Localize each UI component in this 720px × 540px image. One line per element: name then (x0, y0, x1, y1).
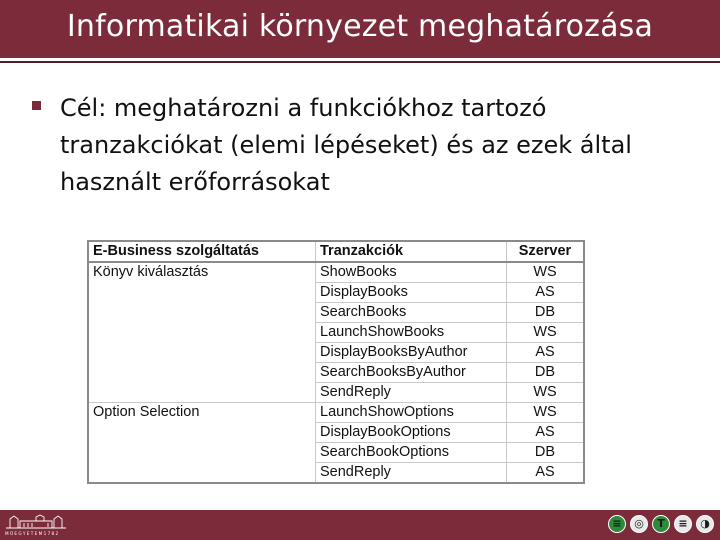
logo-caption: M Ű E G Y E T E M 1 7 8 2 (5, 531, 59, 536)
transaction-cell: SearchBooksByAuthor (316, 363, 507, 383)
table-row (89, 262, 584, 283)
transaction-cell: SendReply (316, 463, 507, 483)
column-header-transactions: Tranzakciók (316, 242, 507, 263)
server-cell: DB (507, 303, 584, 323)
transaction-cell: SendReply (316, 383, 507, 403)
transaction-cell: DisplayBooks (316, 283, 507, 303)
server-cell: AS (507, 343, 584, 363)
transaction-cell: DisplayBookOptions (316, 423, 507, 443)
slide-nav-icons (608, 515, 714, 535)
bullet-square-icon (32, 101, 41, 110)
title-bar (0, 0, 720, 61)
university-logo-icon (4, 514, 100, 536)
transaction-cell: SearchBooks (316, 303, 507, 323)
transaction-cell: DisplayBooksByAuthor (316, 343, 507, 363)
server-cell: WS (507, 383, 584, 403)
transaction-cell: ShowBooks (316, 262, 507, 283)
next-icon[interactable]: ◑ (696, 515, 714, 533)
table-header-row (89, 242, 584, 263)
text-icon[interactable]: T (652, 515, 670, 533)
server-cell: DB (507, 363, 584, 383)
table-row (89, 403, 584, 423)
transaction-cell: LaunchShowOptions (316, 403, 507, 423)
transaction-cell: SearchBookOptions (316, 443, 507, 463)
column-header-server: Szerver (507, 242, 584, 263)
service-cell: Option Selection (89, 403, 316, 483)
service-cell: Könyv kiválasztás (89, 262, 316, 403)
transaction-cell: LaunchShowBooks (316, 323, 507, 343)
bullet-text: Cél: meghatározni a funkciókhoz tartozó tranzakciókat (elemi lépéseket) és az ezek által használt erőforrásokat (60, 94, 632, 196)
server-cell: WS (507, 403, 584, 423)
transaction-table (88, 241, 584, 483)
server-cell: WS (507, 323, 584, 343)
slide-title: Informatikai környezet meghatározása (66, 9, 654, 44)
column-header-service: E-Business szolgáltatás (89, 242, 316, 263)
list-icon[interactable]: ≡ (674, 515, 692, 533)
server-cell: AS (507, 423, 584, 443)
footer-bar (0, 510, 720, 540)
menu-icon[interactable]: ≡ (608, 515, 626, 533)
server-cell: WS (507, 262, 584, 283)
server-cell: AS (507, 283, 584, 303)
target-icon[interactable]: ◎ (630, 515, 648, 533)
server-cell: DB (507, 443, 584, 463)
server-cell: AS (507, 463, 584, 483)
